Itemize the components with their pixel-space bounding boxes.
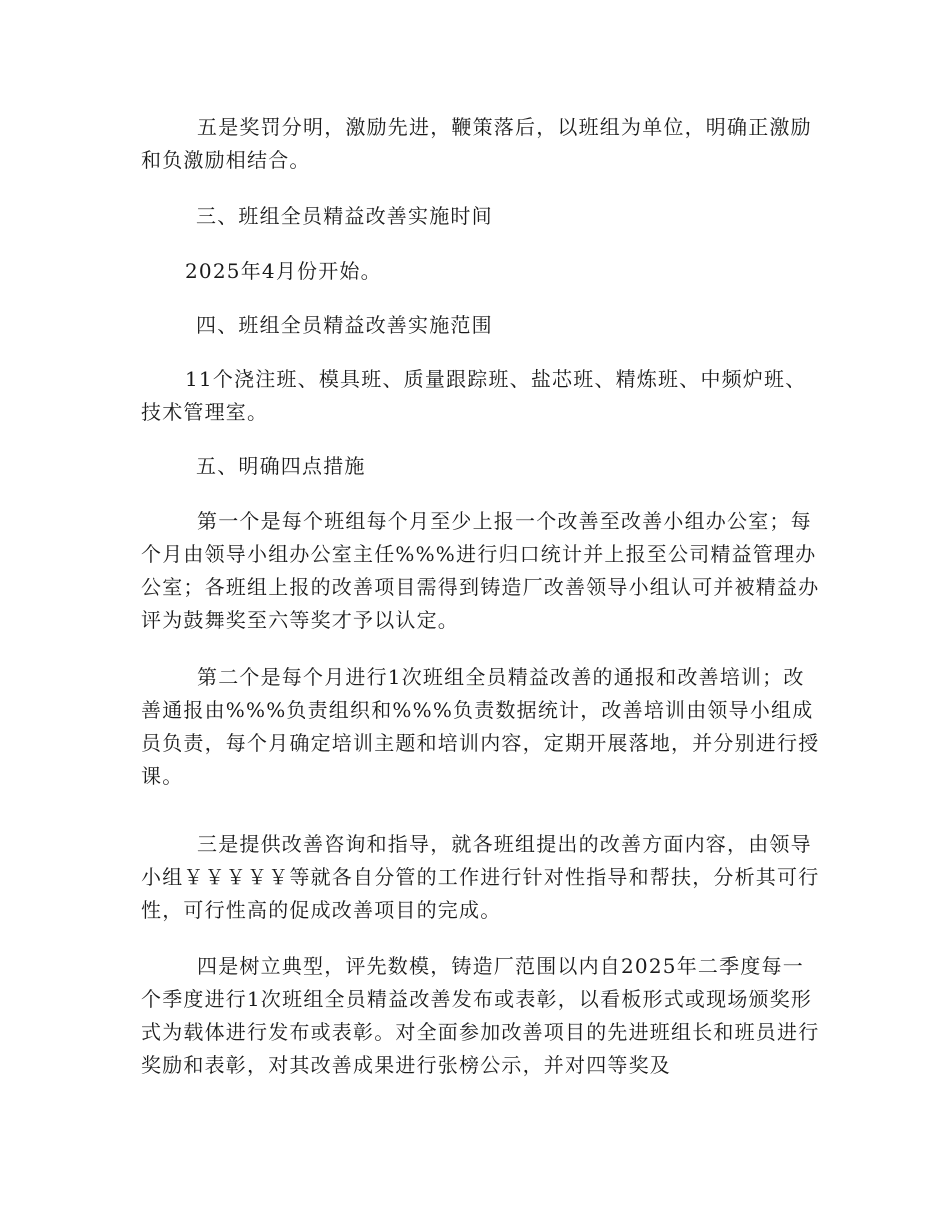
section-heading-four-measures: 五、明确四点措施: [196, 454, 366, 478]
paragraph-measure-two: 第二个是每个月进行1次班组全员精益改善的通报和改善培训；改善通报由%%%负责组织和%%%负责数据统计，改善培训由领导小组成员负责，每个月确定培训主题和培训内容，定期开展落地，并分别进行授课。: [141, 665, 820, 788]
paragraph-measure-one: 第一个是每个班组每个月至少上报一个改善至改善小组办公室；每个月由领导小组办公室主任%%%进行归口统计并上报至公司精益管理办公室；各班组上报的改善项目需得到铸造厂改善领导小组认可并被精益办评为鼓舞奖至六等奖才予以认定。: [141, 509, 820, 632]
paragraph-measure-four: 四是树立典型，评先数模，铸造厂范围以内自2025年二季度每一个季度进行1次班组全员精益改善发布或表彰，以看板形式或现场颁奖形式为载体进行发布或表彰。对全面参加改善项目的先进班组长和班员进行奖励和表彰，对其改善成果进行张榜公示，并对四等奖及: [141, 954, 820, 1077]
section-heading-implementation-time: 三、班组全员精益改善实施时间: [196, 204, 493, 228]
paragraph-start-date: 2025年4月份开始。: [185, 259, 382, 283]
section-heading-implementation-scope: 四、班组全员精益改善实施范围: [196, 313, 493, 337]
paragraph-scope-teams: 11个浇注班、模具班、质量跟踪班、盐芯班、精炼班、中频炉班、技术管理室。: [141, 367, 807, 424]
paragraph-measure-three: 三是提供改善咨询和指导，就各班组提出的改善方面内容，由领导小组￥￥￥￥￥等就各自分管的工作进行针对性指导和帮扶，分析其可行性，可行性高的促成改善项目的完成。: [141, 832, 820, 922]
paragraph-rewards-penalties: 五是奖罚分明，激励先进，鞭策落后，以班组为单位，明确正激励和负激励相结合。: [141, 115, 812, 172]
